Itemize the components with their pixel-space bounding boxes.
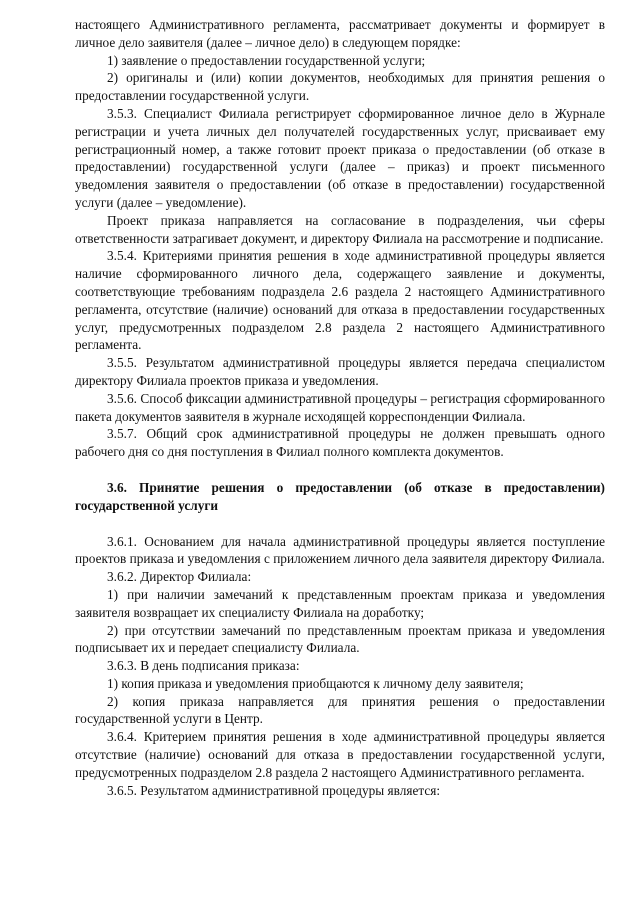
paragraph: 3.5.6. Способ фиксации административной процедуры – регистрация сформированного пакета документов заявителя в журнале исходящей корреспонденции Филиала. xyxy=(75,390,605,424)
paragraph: 2) копия приказа направляется для принятия решения о предоставлении государственной услуги в Центр. xyxy=(75,693,605,727)
paragraphs-after-section xyxy=(75,533,605,800)
section-heading: 3.6. Принятие решения о предоставлении (об отказе в предоставлении) государственной услуги xyxy=(75,479,605,513)
paragraph: настоящего Административного регламента, рассматривает документы и формирует в личное дело заявителя (далее – личное дело) в следующем порядке: xyxy=(75,17,605,50)
paragraph: 1) при наличии замечаний к представленным проектам приказа и уведомления заявителя возвращает их специалисту Филиала на доработку; xyxy=(75,586,605,620)
paragraph: 3.6.5. Результатом административной процедуры является: xyxy=(107,782,441,798)
document-page xyxy=(75,16,605,799)
paragraph: 2) оригиналы и (или) копии документов, необходимых для принятия решения о предоставлении государственной услуги. xyxy=(75,70,605,104)
spacer xyxy=(75,461,605,479)
paragraph: 3.6.1. Основанием для начала административной процедуры является поступление проектов приказа и уведомления с приложением личного дела заявителя директору Филиала. xyxy=(75,533,605,567)
paragraph: 3.5.3. Специалист Филиала регистрирует сформированное личное дело в Журнале регистрации и учета личных дел получателей государственных услуг, присваивает ему регистрационный номер, а также готовит проект приказа о предоставлении (об отказе в предоставлении) государственной услуги (далее – приказ) и проект письменного уведомления заявителя о предоставлении (об отказе в предоставлении) государственной услуги (далее – уведомление). xyxy=(75,105,605,210)
paragraph: 1) заявление о предоставлении государственной услуги; xyxy=(107,52,426,68)
paragraph: 3.5.5. Результатом административной процедуры является передача специалистом директору Филиала проектов приказа и уведомления. xyxy=(75,355,605,388)
paragraph: 2) при отсутствии замечаний по представленным проектам приказа и уведомления подписывает их и передает специалисту Филиала. xyxy=(75,622,605,656)
paragraph: 3.6.2. Директор Филиала: xyxy=(107,569,252,585)
paragraphs-before-section xyxy=(75,16,605,461)
spacer xyxy=(75,515,605,533)
paragraph: Проект приказа направляется на согласование в подразделения, чьи сферы ответственности затрагивает документ, и директору Филиала на рассмотрение и подписание. xyxy=(75,212,605,246)
paragraph: 1) копия приказа и уведомления приобщаются к личному делу заявителя; xyxy=(107,675,524,691)
paragraph: 3.5.4. Критериями принятия решения в ходе административной процедуры является наличие сформированного личного дела, содержащего заявление и документы, соответствующие требованиям подраздела 2.6 раздела 2 настоящего Административного регламента, отсутствие (наличие) оснований для отказа в предоставлении государственных услуг, предусмотренных подразделом 2.8 раздела 2 настоящего Административного регламента. xyxy=(75,248,605,353)
paragraph: 3.6.4. Критерием принятия решения в ходе административной процедуры является отсутствие (наличие) оснований для отказа в предоставлении государственной услуги, предусмотренных подразделом 2.8 раздела 2 настоящего Административного регламента. xyxy=(75,729,605,780)
paragraph: 3.5.7. Общий срок административной процедуры не должен превышать одного рабочего дня со дня поступления в Филиал полного комплекта документов. xyxy=(75,426,605,460)
paragraph: 3.6.3. В день подписания приказа: xyxy=(107,658,300,674)
